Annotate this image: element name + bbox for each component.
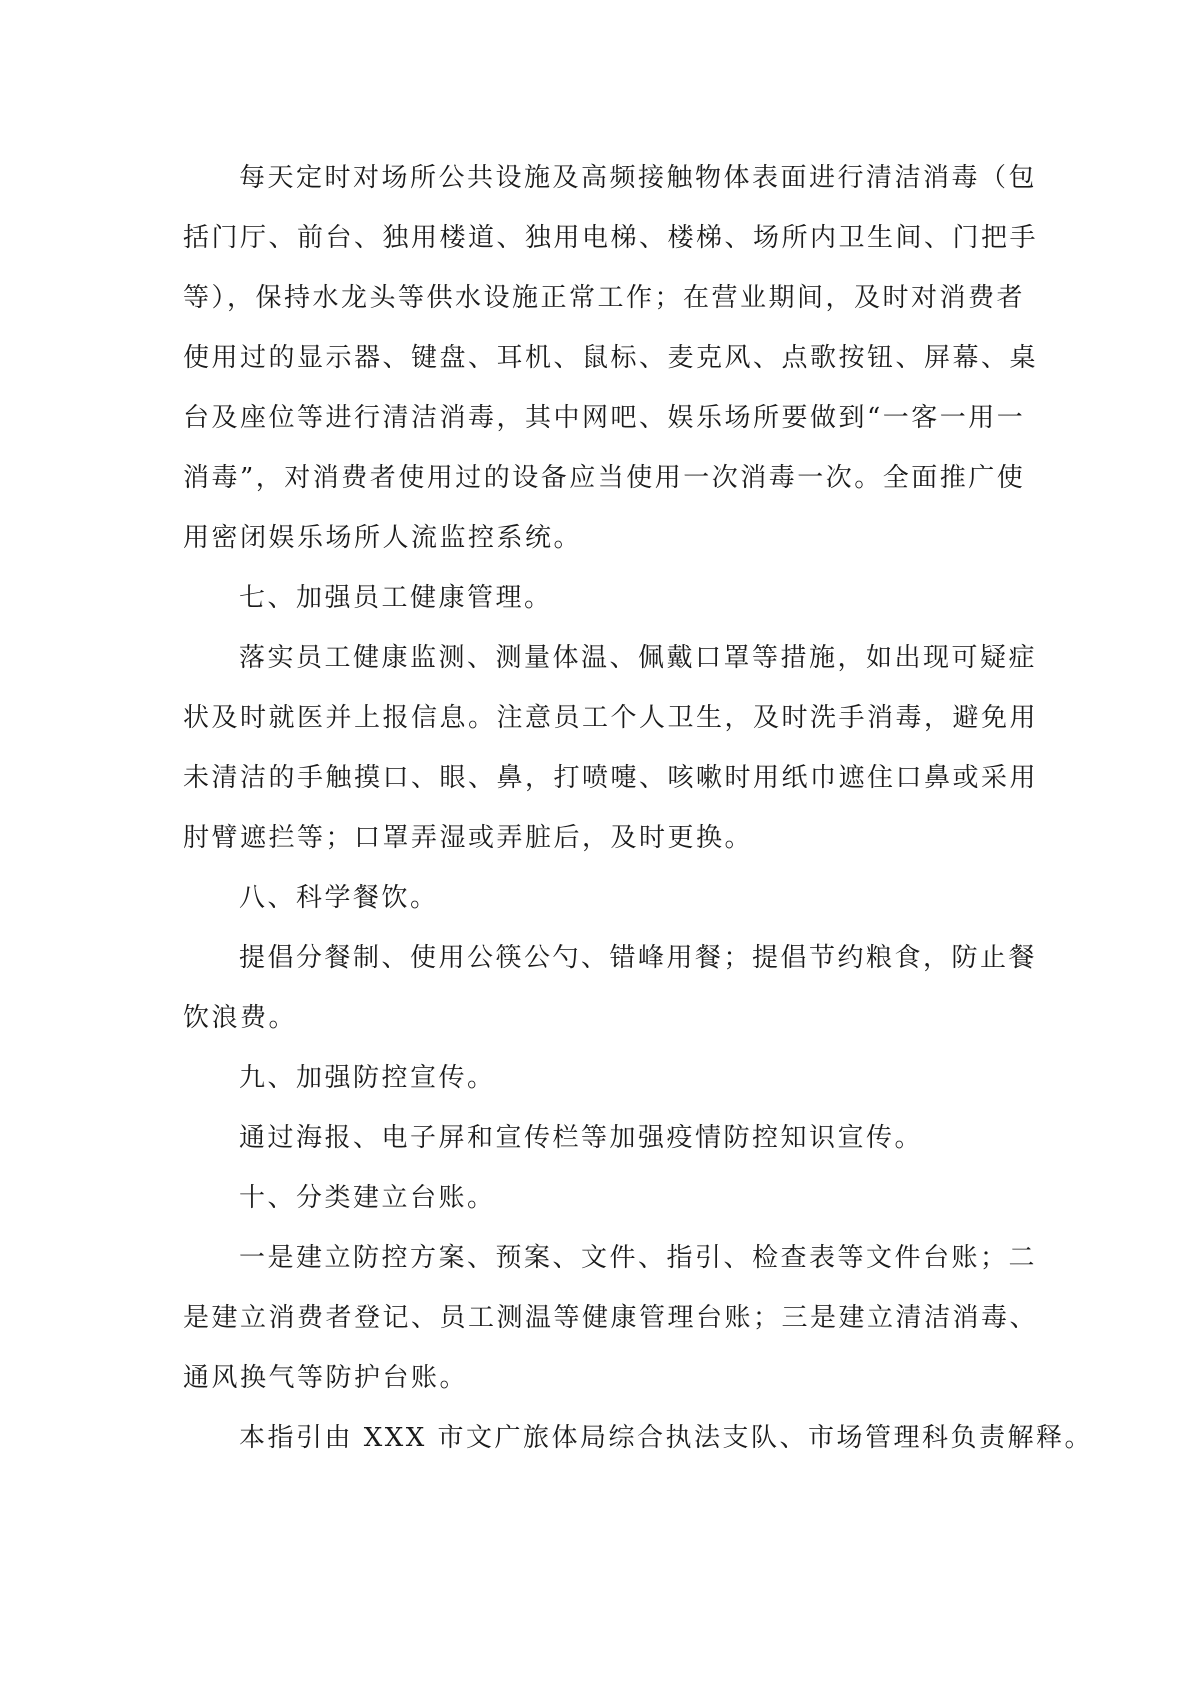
section-heading-8: 八、科学餐饮。	[239, 883, 439, 913]
paragraph-disinfection-line-3: 等），保持水龙头等供水设施正常工作；在营业期间，及时对消费者	[183, 283, 1026, 313]
paragraph-disinfection-line-7: 用密闭娱乐场所人流监控系统。	[183, 523, 583, 553]
paragraph-staff-health-line-1: 落实员工健康监测、测量体温、佩戴口罩等措施，如出现可疑症	[239, 643, 1038, 673]
paragraph-dining-line-1: 提倡分餐制、使用公筷公勺、错峰用餐；提倡节约粮食，防止餐	[239, 943, 1038, 973]
section-heading-9: 九、加强防控宣传。	[239, 1063, 496, 1093]
paragraph-dining-line-2: 饮浪费。	[183, 1003, 298, 1033]
document-body	[183, 148, 1094, 1468]
paragraph-disinfection-line-2: 括门厅、前台、独用楼道、独用电梯、楼梯、场所内卫生间、门把手	[183, 223, 1039, 253]
paragraph-publicity-line-1: 通过海报、电子屏和宣传栏等加强疫情防控知识宣传。	[239, 1123, 924, 1153]
paragraph-disinfection-line-6: 消毒”，对消费者使用过的设备应当使用一次消毒一次。全面推广使	[183, 463, 1026, 493]
section-heading-10: 十、分类建立台账。	[239, 1183, 496, 1213]
paragraph-ledger-line-1: 一是建立防控方案、预案、文件、指引、检查表等文件台账；二	[239, 1243, 1038, 1273]
paragraph-staff-health-line-3: 未清洁的手触摸口、眼、鼻，打喷嚏、咳嗽时用纸巾遮住口鼻或采用	[183, 763, 1039, 793]
paragraph-disinfection-line-4: 使用过的显示器、键盘、耳机、鼠标、麦克风、点歌按钮、屏幕、桌	[183, 343, 1039, 373]
paragraph-interpretation-note: 本指引由 XXX 市文广旅体局综合执法支队、市场管理科负责解释。	[239, 1423, 1094, 1453]
paragraph-disinfection-line-5: 台及座位等进行清洁消毒，其中网吧、娱乐场所要做到“一客一用一	[183, 403, 1026, 433]
paragraph-ledger-line-3: 通风换气等防护台账。	[183, 1363, 469, 1393]
paragraph-staff-health-line-2: 状及时就医并上报信息。注意员工个人卫生，及时洗手消毒，避免用	[183, 703, 1039, 733]
section-heading-7: 七、加强员工健康管理。	[239, 583, 553, 613]
paragraph-ledger-line-2: 是建立消费者登记、员工测温等健康管理台账；三是建立清洁消毒、	[183, 1303, 1039, 1333]
paragraph-disinfection-line-1: 每天定时对场所公共设施及高频接触物体表面进行清洁消毒（包	[239, 163, 1038, 193]
paragraph-staff-health-line-4: 肘臂遮拦等；口罩弄湿或弄脏后，及时更换。	[183, 823, 754, 853]
